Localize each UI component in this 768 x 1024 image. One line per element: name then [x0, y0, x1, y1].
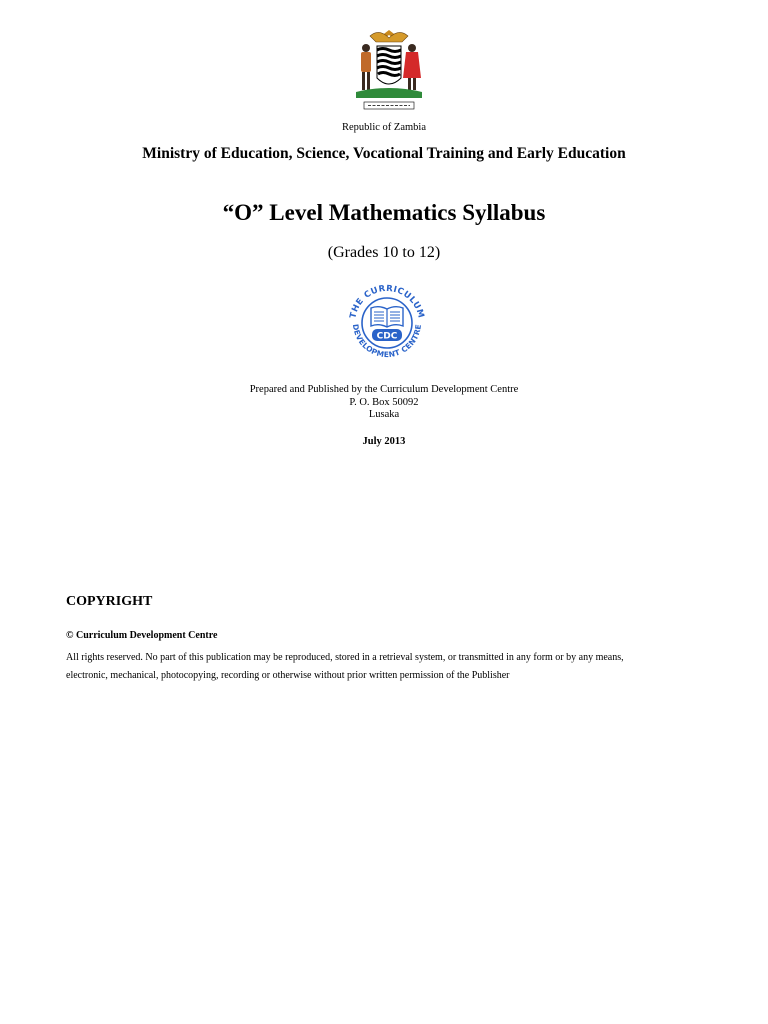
copyright-text — [66, 649, 716, 684]
publisher-city: Lusaka — [368, 409, 400, 420]
publisher-address: P. O. Box 50092 — [349, 396, 419, 408]
copyright-holder: © Curriculum Development Centre — [66, 630, 218, 641]
copyright-line: electronic, mechanical, photocopying, recording or otherwise without prior written permission of the Publisher — [66, 669, 510, 681]
page-title: “O” Level Mathematics Syllabus — [222, 200, 546, 225]
copyright-heading: COPYRIGHT — [66, 594, 153, 609]
grades-subtitle: (Grades 10 to 12) — [327, 244, 441, 261]
coat-of-arms-emblem — [346, 26, 432, 118]
logo-ring-bottom: DEVELOPMENT CENTRE — [350, 323, 424, 360]
publication-date: July 2013 — [362, 436, 406, 447]
logo-abbreviation: CDC — [376, 331, 398, 342]
publisher-line: Prepared and Published by the Curriculum Development Centre — [249, 384, 519, 395]
publisher-block — [0, 384, 768, 422]
ministry-name: Ministry of Education, Science, Vocational Training and Early Education — [142, 145, 626, 162]
copyright-line: All rights reserved. No part of this publication may be reproduced, stored in a retrieval system, or transmitted in any form or by any means, — [66, 652, 624, 663]
cdc-logo — [343, 282, 431, 364]
logo-ring-top: THE CURRICULUM — [348, 283, 426, 320]
republic-label: Republic of Zambia — [342, 122, 426, 133]
